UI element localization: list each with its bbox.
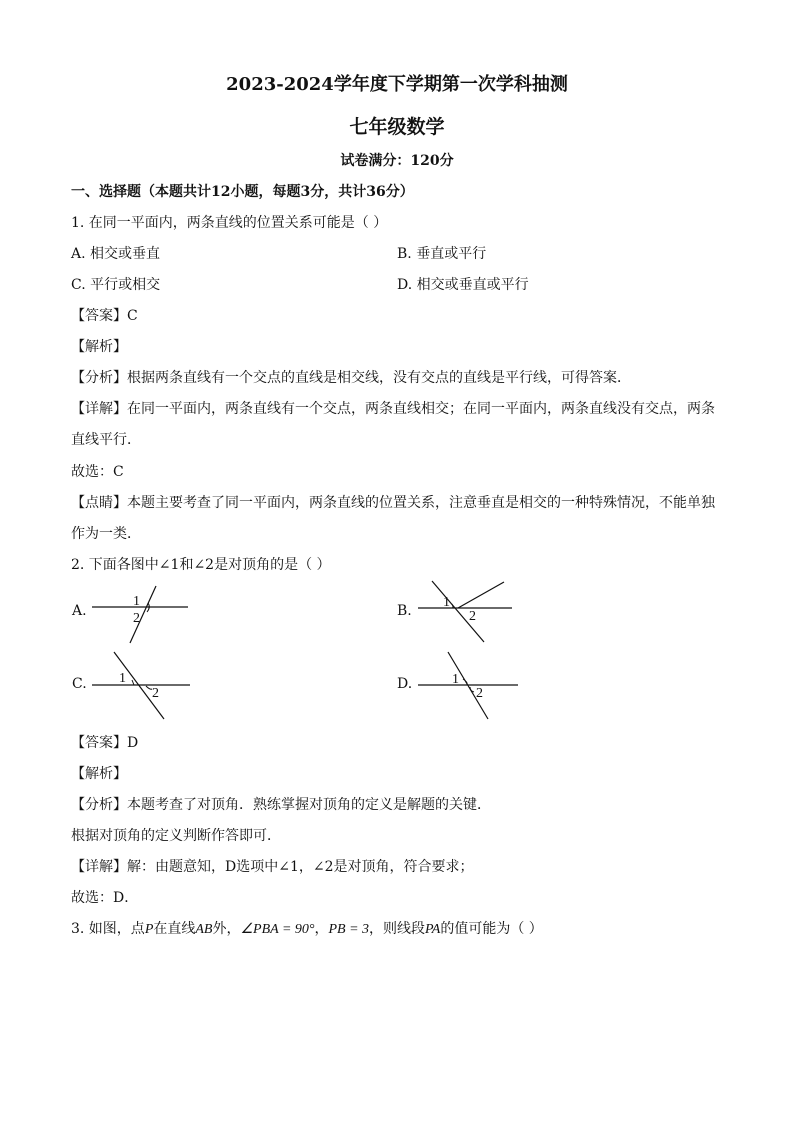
q3-var-pa: PA [425,922,441,937]
q2-xiangjie [71,857,474,877]
dianjing-tag: 【点睛】 [71,495,127,511]
q3-text-5: ，则线段 [369,921,426,937]
answer-value: D [127,735,139,751]
q1-option-a: A. 相交或垂直 [71,246,161,262]
q2-choose: 故选：D． [71,890,139,906]
q1-dianjing [71,488,726,550]
xiangjie-tag: 【详解】 [71,401,127,417]
q2-fenxi [71,795,491,815]
q1-option-d: D. 相交或垂直或平行 [397,277,529,293]
dianjing-text: 本题主要考查了同一平面内，两条直线的位置关系，注意垂直是相交的一种特殊情况，不能单独作为一类． [71,495,715,542]
q1-option-c: C. 平行或相交 [71,277,161,293]
q3-var-ab: AB [195,922,213,937]
slanted-line-2 [458,582,504,608]
angle-arc-2 [470,687,474,692]
q3-text-2: 在直线 [153,921,196,937]
q3-text-1: 3. 如图，点 [71,921,145,937]
angle-2-label: 2 [476,686,483,701]
section-heading: 一、选择题（本题共计12小题，每题3分，共计36分） [71,184,414,200]
angle-2-label: 2 [152,686,159,701]
answer-tag: 【答案】 [71,735,127,751]
q1-choose: 故选：C [71,464,124,480]
q2-answer [71,733,138,753]
q1-fenxi [71,368,631,388]
angle-1-label: 1 [133,594,140,609]
fenxi-tag: 【分析】 [71,370,127,386]
q1-answer [71,306,138,326]
q2-option-d-label: D. [397,676,413,692]
q2-option-c-label: C. [72,676,87,692]
angle-1-label: 1 [452,672,459,687]
q2-option-b-label: B. [397,603,412,619]
fenxi-text: 本题考查了对顶角．熟练掌握对顶角的定义是解题的关键． [127,797,491,813]
q3-text-3: 外， [212,921,241,937]
q2-figure-a [88,580,198,646]
angle-arc-1 [132,680,134,685]
slanted-line-1 [432,581,484,642]
q3-stem [71,919,543,940]
angle-1-label: 1 [443,595,450,610]
xiangjie-text: 在同一平面内，两条直线有一个交点，两条直线相交；在同一平面内，两条直线没有交点，两条直线平行． [71,401,715,448]
q2-option-a-label: A. [72,603,87,619]
q2-analysis-tag: 【解析】 [71,766,127,782]
q1-option-b: B. 垂直或平行 [397,246,487,262]
q3-var-p: P [144,922,154,937]
q1-stem: 1. 在同一平面内，两条直线的位置关系可能是（ ） [71,215,388,231]
exam-subtitle: 七年级数学 [349,116,445,138]
fenxi-tag: 【分析】 [71,797,127,813]
answer-tag: 【答案】 [71,308,127,324]
q3-text-6: 的值可能为（ ） [440,921,543,937]
q2-figure-c [88,650,198,722]
q2-fenxi-2: 根据对顶角的定义判断作答即可． [71,828,281,844]
answer-value: C [127,308,138,324]
q2-figure-b [414,578,518,646]
q3-condition-length: PB = 3 [328,922,370,937]
q3-condition-angle: ∠PBA = 90° [240,922,315,937]
q3-text-4: ， [314,921,329,937]
fenxi-text: 根据两条直线有一个交点的直线是相交线，没有交点的直线是平行线，可得答案． [127,370,631,386]
angle-2-label: 2 [133,611,140,626]
q1-xiangjie [71,394,726,456]
xiangjie-text: 解：由题意知，D选项中∠1，∠2是对顶角，符合要求； [127,859,474,875]
angle-2-label: 2 [469,609,476,624]
xiangjie-tag: 【详解】 [71,859,127,875]
q1-analysis-tag: 【解析】 [71,339,127,355]
exam-title: 2023-2024学年度下学期第一次学科抽测 [226,74,568,95]
q2-figure-d [414,650,522,722]
angle-1-label: 1 [119,671,126,686]
q2-stem: 2. 下面各图中∠1和∠2是对顶角的是（ ） [71,557,331,573]
exam-score: 试卷满分：120分 [340,153,454,169]
